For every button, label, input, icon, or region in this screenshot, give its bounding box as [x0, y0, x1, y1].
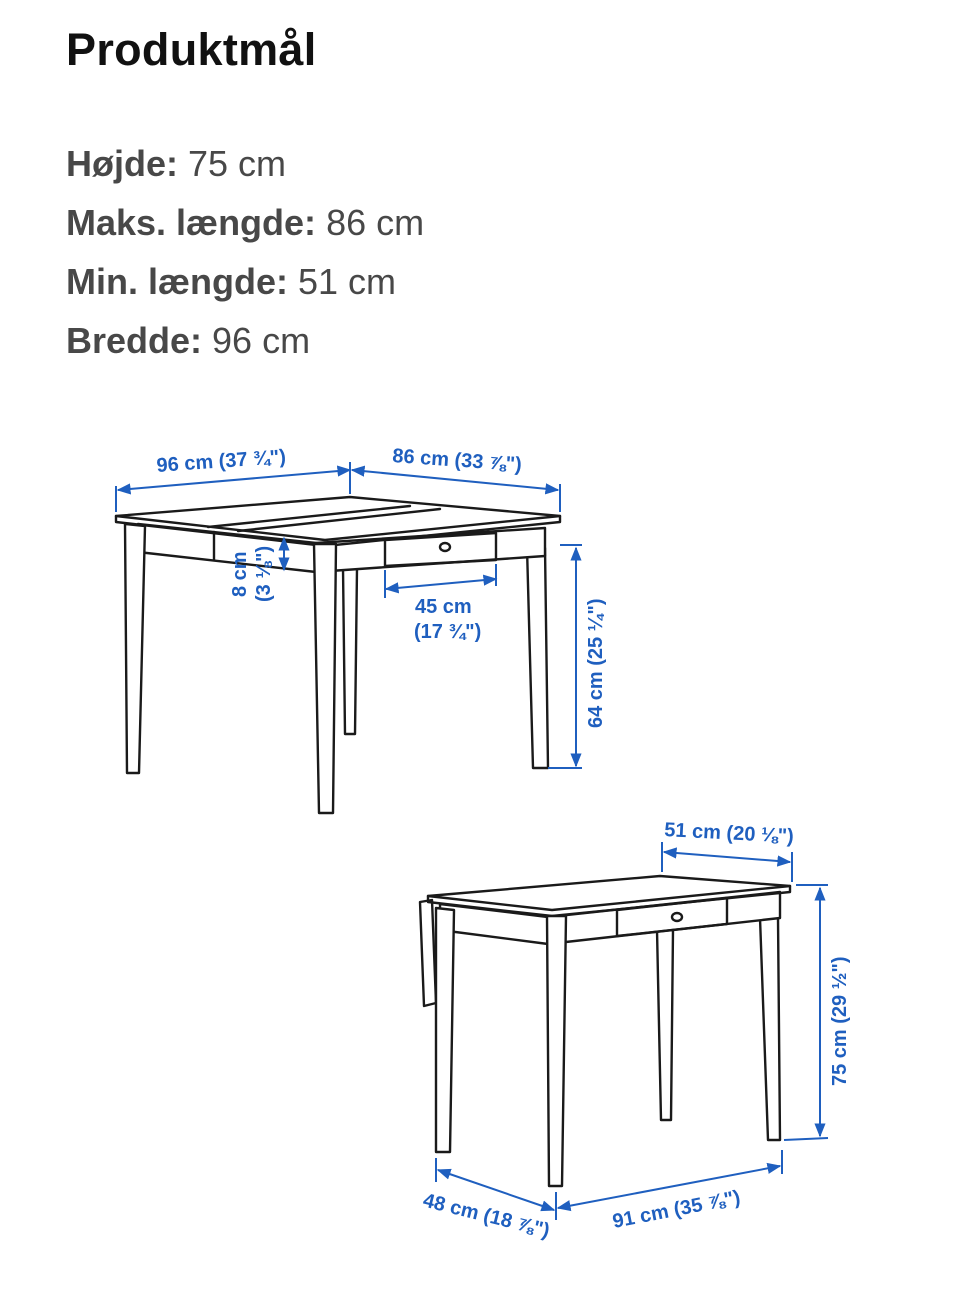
dim-line-drawer: [386, 579, 496, 589]
dim-label-apron-1: 8 cm: [229, 551, 251, 597]
dim-label-apron-2: (3 ⅛"): [253, 545, 275, 602]
dim-label-height: 75 cm (29 ½"): [829, 956, 851, 1086]
table-leg-front-right: [314, 544, 336, 813]
table-leg-back-right: [760, 918, 780, 1140]
dim-label-depth: 48 cm (18 ⅞"): [420, 1189, 552, 1243]
table-leg-front-left: [125, 524, 145, 773]
dim-label-width: 91 cm (35 ⅞"): [610, 1186, 743, 1233]
spec-label: Min. længde:: [66, 261, 288, 302]
dim-ext: [784, 1138, 828, 1140]
spec-label: Maks. længde:: [66, 202, 317, 243]
spec-label: Bredde:: [66, 320, 203, 361]
dim-line-width: [118, 470, 350, 490]
folded-table-drawing: [420, 876, 790, 1186]
dim-label-min-length: 51 cm (20 ⅛"): [663, 819, 795, 848]
table-leaf-folded: [420, 900, 436, 1006]
table-leg-back-left: [657, 930, 673, 1120]
dim-label-clearance: 64 cm (25 ¼"): [585, 598, 607, 728]
page-title: Produktmål: [66, 24, 317, 75]
dim-line-min-length: [664, 852, 790, 862]
spec-value: 75 cm: [178, 143, 287, 184]
spec-value: 86 cm: [316, 202, 425, 243]
dim-line-length: [352, 470, 558, 490]
spec-value: 96 cm: [202, 320, 311, 361]
table-leg-front-left: [436, 908, 454, 1152]
extended-table-drawing: [116, 497, 560, 813]
table-leg-back-right: [527, 548, 548, 768]
dim-label-drawer-1: 45 cm: [415, 596, 472, 618]
table-leg-back-left: [343, 568, 357, 734]
table-leg-front-right: [547, 916, 566, 1186]
dim-label-width: 96 cm (37 ¾"): [155, 446, 287, 477]
spec-label: Højde:: [66, 143, 178, 184]
spec-value: 51 cm: [287, 261, 397, 302]
dim-label-drawer-2: (17 ¾"): [414, 621, 482, 643]
dim-label-length: 86 cm (33 ⅞"): [391, 445, 523, 477]
